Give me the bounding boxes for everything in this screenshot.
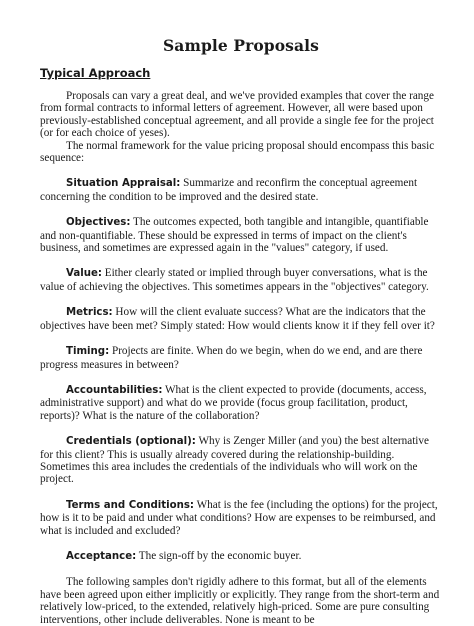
term-description: What is the client expected to provide (documents, access, administrative support) and what do we provide (focus group facilitation, product, reports)? What is the nature of the collaboration? <box>40 383 427 422</box>
term-label: Situation Appraisal: <box>66 178 181 190</box>
term-label: Value: <box>66 268 102 280</box>
item-accountabilities <box>40 384 442 422</box>
intro-paragraph: Proposals can vary a great deal, and we've provided examples that cover the range from formal contracts to informal letters of agreement. However, all were based upon previously-established conceptual agreement, and all provide a single fee for the project (or for each choice of yeses). <box>40 90 434 140</box>
framework-paragraph: The normal framework for the value pricing proposal should encompass this basic sequence: <box>40 139 435 165</box>
item-value <box>40 267 442 293</box>
term-label: Timing: <box>66 346 110 358</box>
term-description: Projects are finite. When do we begin, when do we end, and are there progress measures in between? <box>40 345 423 371</box>
closing-paragraph: The following samples don't rigidly adhere to this format, but all of the elements have been agreed upon either implicitly or explicitly. They range from the short-term and relatively low-priced, to the extended, relatively high-priced. Some are pure consulting interventions, other include deliverables. None is meant to be <box>40 576 440 626</box>
item-credentials <box>40 435 442 486</box>
item-objectives <box>40 216 442 254</box>
term-description: How will the client evaluate success? What are the indicators that the objectives have been met? Simply stated: How would clients know it if they fell over it? <box>40 306 435 332</box>
section-heading: Typical Approach <box>40 66 151 80</box>
page-title: Sample Proposals <box>163 36 319 55</box>
term-description: The sign-off by the economic buyer. <box>136 549 302 562</box>
item-acceptance <box>40 550 442 563</box>
term-label: Acceptance: <box>66 550 137 562</box>
term-label: Objectives: <box>66 217 131 229</box>
term-label: Accountabilities: <box>66 384 163 396</box>
item-timing <box>40 345 442 371</box>
term-label: Metrics: <box>66 307 113 319</box>
term-description: Either clearly stated or implied through buyer conversations, what is the value of achieving the objectives. This sometimes appears in the "objectives" category. <box>40 267 429 293</box>
term-description: Summarize and reconfirm the conceptual agreement concerning the condition to be improved and the desired state. <box>40 177 418 203</box>
item-situation-appraisal <box>40 177 442 203</box>
item-metrics <box>40 306 442 332</box>
document-page <box>40 36 442 626</box>
term-description: The outcomes expected, both tangible and intangible, quantifiable and non-quantifiable. These should be expressed in terms of impact on the client's business, and sometimes are expressed again in the "values" category, if used. <box>40 216 429 255</box>
term-label: Terms and Conditions: <box>66 499 194 511</box>
term-description: What is the fee (including the options) for the project, how is it to be paid and under what conditions? How are expenses to be reimbursed, and what is included and excluded? <box>40 498 438 537</box>
term-label: Credentials (optional): <box>66 436 196 448</box>
item-terms-and-conditions <box>40 499 442 537</box>
term-description: Why is Zenger Miller (and you) the best alternative for this client? This is usually already covered during the relationship-building. Sometimes this area includes the credentials of the individuals who will work on the project. <box>40 435 429 486</box>
